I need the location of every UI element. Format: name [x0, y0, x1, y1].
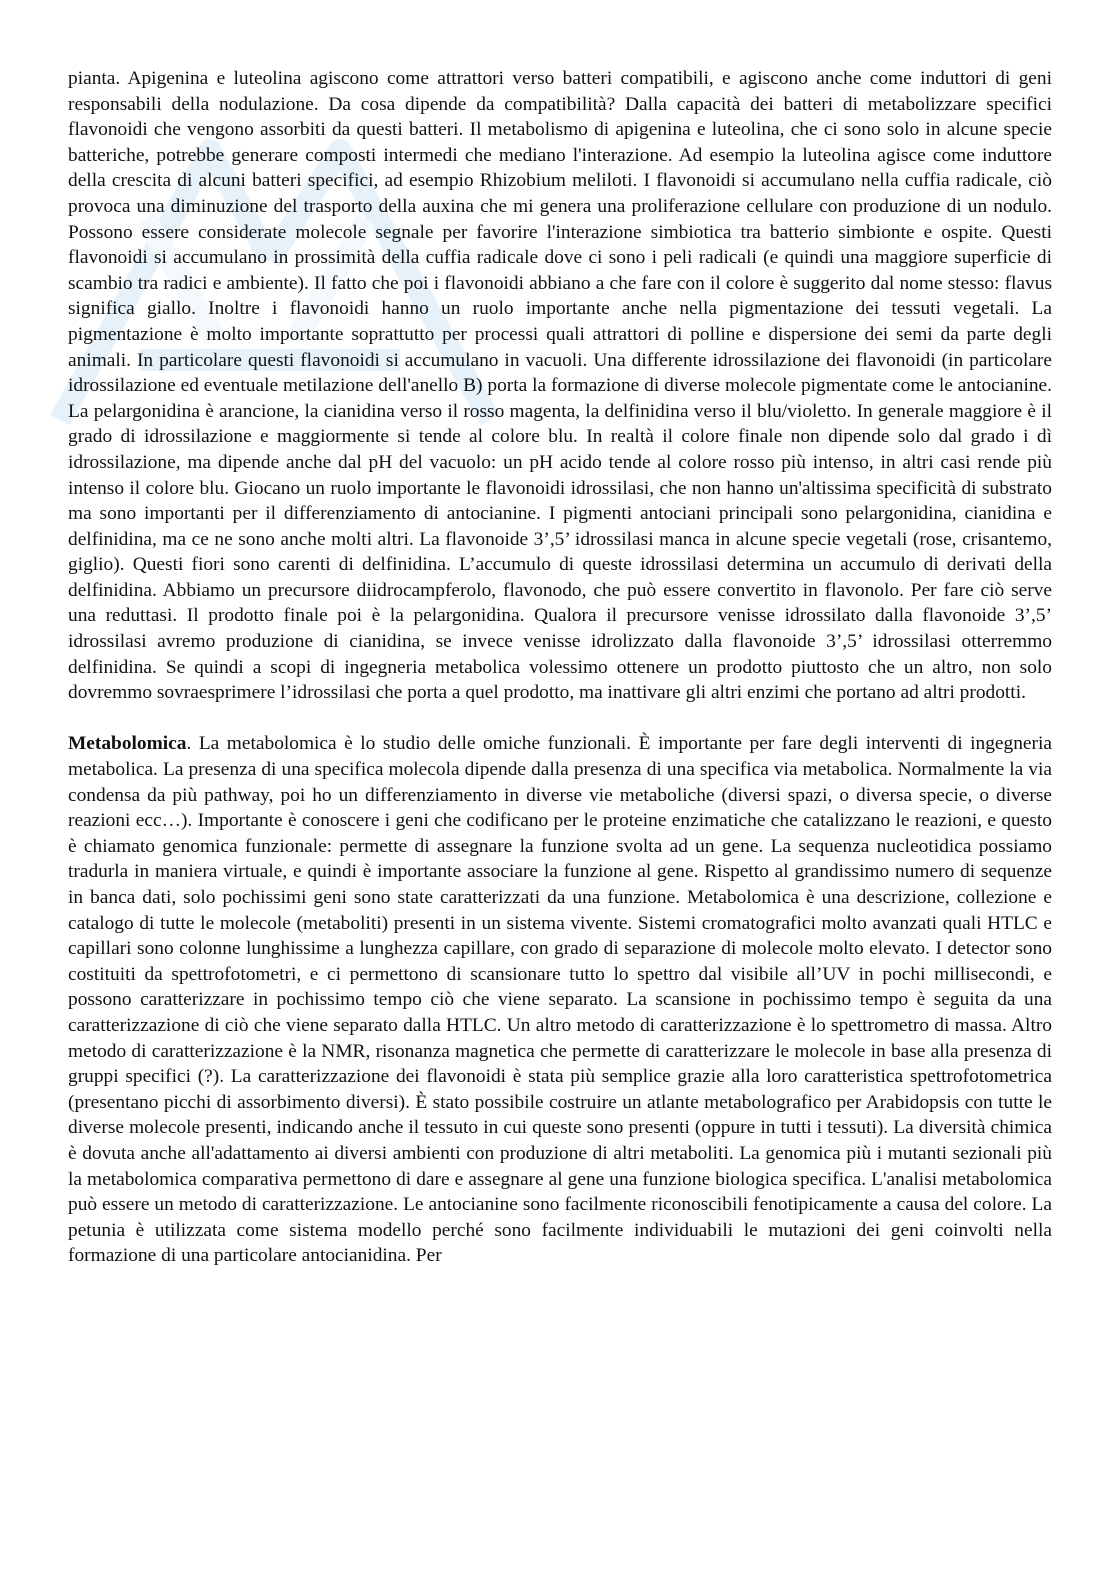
paragraph-flavonoidi: pianta. Apigenina e luteolina agiscono come attrattori verso batteri compatibili, e agiscono anche come induttori di geni responsabili della nodulazione. Da cosa dipende da compatibilità? Dalla capacità dei batteri di metabolizzare specifici flavonoidi che vengono assorbiti da questi batteri. Il metabolismo di apigenina e luteolina, che ci sono solo in alcune specie batteriche, potrebbe generare composti intermedi che mediano l'interazione. Ad esempio la luteolina agisce come induttore della crescita di alcuni batteri specifici, ad esempio Rhizobium meliloti. I flavonoidi si accumulano nella cuffia radicale, ciò provoca una diminuzione del trasporto della auxina che mi genera una proliferazione cellulare con produzione di un nodulo. Possono essere considerate molecole segnale per favorire l'interazione simbiotica tra batterio simbionte e ospite. Questi flavonoidi si accumulano in prossimità della cuffia radicale dove ci sono i peli radicali (e quindi una maggiore superficie di scambio tra radici e ambiente). Il fatto che poi i flavonoidi abbiano a che fare con il colore è suggerito dal nome stesso: flavus significa giallo. Inoltre i flavonoidi hanno un ruolo importante anche nella pigmentazione dei tessuti vegetali. La pigmentazione è molto importante soprattutto per processi quali attrattori di polline e dispersione dei semi da parte degli animali. In particolare questi flavonoidi si accumulano in vacuoli. Una differente idrossilazione dei flavonoidi (in particolare idrossilazione ed eventuale metilazione dell'anello B) porta la formazione di diverse molecole pigmentate come le antocianine. La pelargonidina è arancione, la cianidina verso il rosso magenta, la delfinidina verso il blu/violetto. In generale maggiore è il grado di idrossilazione e maggiormente si tende al colore blu. In realtà il colore finale non dipende solo dal grado i dì idrossilazione, ma dipende anche dal pH del vacuolo: un pH acido tende al colore rosso più intenso, in altri casi rende più intenso il colore blu. Giocano un ruolo importante le flavonoidi idrossilasi, che non hanno un'altissima specificità di substrato ma sono importanti per il differenziamento di antocianine. I pigmenti antociani principali sono pelargonidina, cianidina e delfinidina, ma ce ne sono anche molti altri. La flavonoide 3’,5’ idrossilasi manca in alcune specie vegetali (rose, crisantemo, giglio). Questi fiori sono carenti di delfinidina. L’accumulo di queste idrossilasi determina un accumulo di derivati della delfinidina. Abbiamo un precursore diidrocampferolo, flavonodo, che può essere convertito in flavonolo. Per fare ciò serve una reduttasi. Il prodotto finale poi è la pelargonidina. Qualora il precursore venisse idrossilato dalla flavonoide 3’,5’ idrossilasi avremo produzione di cianidina, se invece venisse idrolizzato dalla flavonoide 3’,5’ idrossilasi otterremmo delfinidina. Se quindi a scopi di ingegneria metabolica volessimo ottenere un prodotto piuttosto che un altro, non solo dovremmo sovraesprimere l’idrossilasi che porta a quel prodotto, ma inattivare gli altri enzimi che portano ad altri prodotti.: [68, 68, 1052, 704]
paragraph-metabolomica-body: . La metabolomica è lo studio delle omiche funzionali. È importante per fare degli interventi di ingegneria metabolica. La presenza di una specifica molecola dipende dalla presenza di una specifica via metabolica. Normalmente la via condensa da più pathway, poi ho un differenziamento in diverse vie metaboliche (diversi spazi, o diversa specie, o diverse reazioni ecc…). Importante è conoscere i geni che codificano per le proteine enzimatiche che catalizzano le reazioni, e questo è chiamato genomica funzionale: permette di assegnare la funzione svolta ad un gene. La sequenza nucleotidica possiamo tradurla in maniera virtuale, e quindi è importante associare la funzione al gene. Rispetto al grandissimo numero di sequenze in banca dati, solo pochissimi geni sono state caratterizzati da una funzione. Metabolomica è una descrizione, collezione e catalogo di tutte le molecole (metaboliti) presenti in un sistema vivente. Sistemi cromatografici molto avanzati quali HTLC e capillari sono colonne lunghissime a lunghezza capillare, con grado di separazione di molecole molto elevato. I detector sono costituiti da spettrofotometri, e ci permettono di scansionare tutto lo spettro dal visibile all’UV in pochi millisecondi, e possono caratterizzare in pochissimo tempo ciò che viene separato. La scansione in pochissimo tempo è seguita da una caratterizzazione di ciò che viene separato dalla HTLC. Un altro metodo di caratterizzazione è lo spettrometro di massa. Altro metodo di caratterizzazione è la NMR, risonanza magnetica che permette di caratterizzare le molecole in base alla presenza di gruppi specifici (?). La caratterizzazione dei flavonoidi è stata più semplice grazie alla loro caratteristica spettrofotometrica (presentano picchi di assorbimento diversi). È stato possibile costruire un atlante metabolografico per Arabidopsis con tutte le diverse molecole presenti, indicando anche il tessuto in cui queste sono presenti (oppure in tutti i tessuti). La diversità chimica è dovuta anche all'adattamento ai diversi ambienti con produzione di altri metaboliti. La genomica più i mutanti sezionali più la metabolomica comparativa permettono di dare e assegnare al gene una funzione biologica specifica. L'analisi metabolomica può essere un metodo di caratterizzazione. Le antocianine sono facilmente riconoscibili fenotipicamente a causa del colore. La petunia è utilizzata come sistema modello perché sono facilmente individuabili le mutazioni dei geni coinvolti nella formazione di una particolare antocianidina. Per: [68, 733, 1052, 1267]
document-page: [68, 66, 1052, 1269]
paragraph-gap: [68, 706, 1052, 732]
paragraph-metabolomica: [68, 731, 1052, 1268]
section-heading-metabolomica: Metabolomica: [68, 733, 187, 755]
